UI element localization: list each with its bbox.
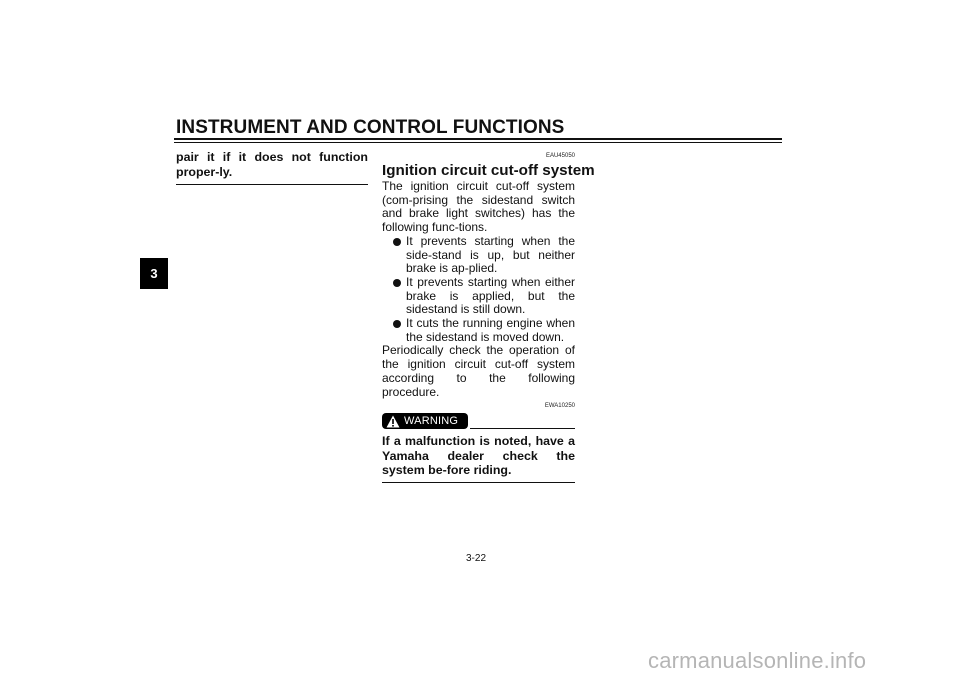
right-column (382, 153, 595, 483)
warning-triangle-icon (382, 413, 404, 429)
intro-paragraph: The ignition circuit cut-off system (com-prising the sidestand switch and brake light switches) has the following func-tions. (382, 179, 575, 235)
section-title: Ignition circuit cut-off system (382, 162, 595, 179)
outro-paragraph: Periodically check the operation of the ignition circuit cut-off system according to the following procedure. (382, 343, 575, 399)
warning-label: WARNING (404, 415, 459, 428)
header-rule-thin (174, 142, 782, 143)
chapter-tab: 3 (140, 258, 168, 289)
bullet-icon (393, 320, 401, 328)
warning-header (382, 412, 575, 432)
warning-end-rule (382, 482, 575, 483)
left-column (176, 150, 368, 185)
bullet-icon (393, 279, 401, 287)
header-rule (174, 138, 782, 140)
page-number: 3-22 (466, 553, 487, 564)
warning-rule (470, 428, 575, 429)
warning-text: If a malfunction is noted, have a Yamaha dealer check the system be-fore riding. (382, 434, 575, 478)
list-item-text: It prevents starting when either brake is applied, but the sidestand is still down. (406, 274, 575, 317)
list-item-text: It prevents starting when the side-stand is up, but neither brake is ap-plied. (406, 233, 575, 276)
page-header-title: INSTRUMENT AND CONTROL FUNCTIONS (176, 117, 565, 138)
watermark: carmanualsonline.info (648, 648, 867, 673)
warning-badge (382, 413, 468, 429)
section-code: EAU45050 (545, 153, 575, 159)
list-item (382, 235, 575, 276)
list-item (382, 276, 575, 317)
function-list (382, 235, 575, 345)
list-item (382, 317, 575, 344)
bullet-icon (393, 238, 401, 246)
continuation-text: pair it if it does not function proper-ly. (176, 150, 368, 179)
warning-code: EWA10250 (544, 403, 575, 410)
list-item-text: It cuts the running engine when the sidestand is moved down. (406, 316, 575, 344)
left-column-rule (176, 184, 368, 185)
